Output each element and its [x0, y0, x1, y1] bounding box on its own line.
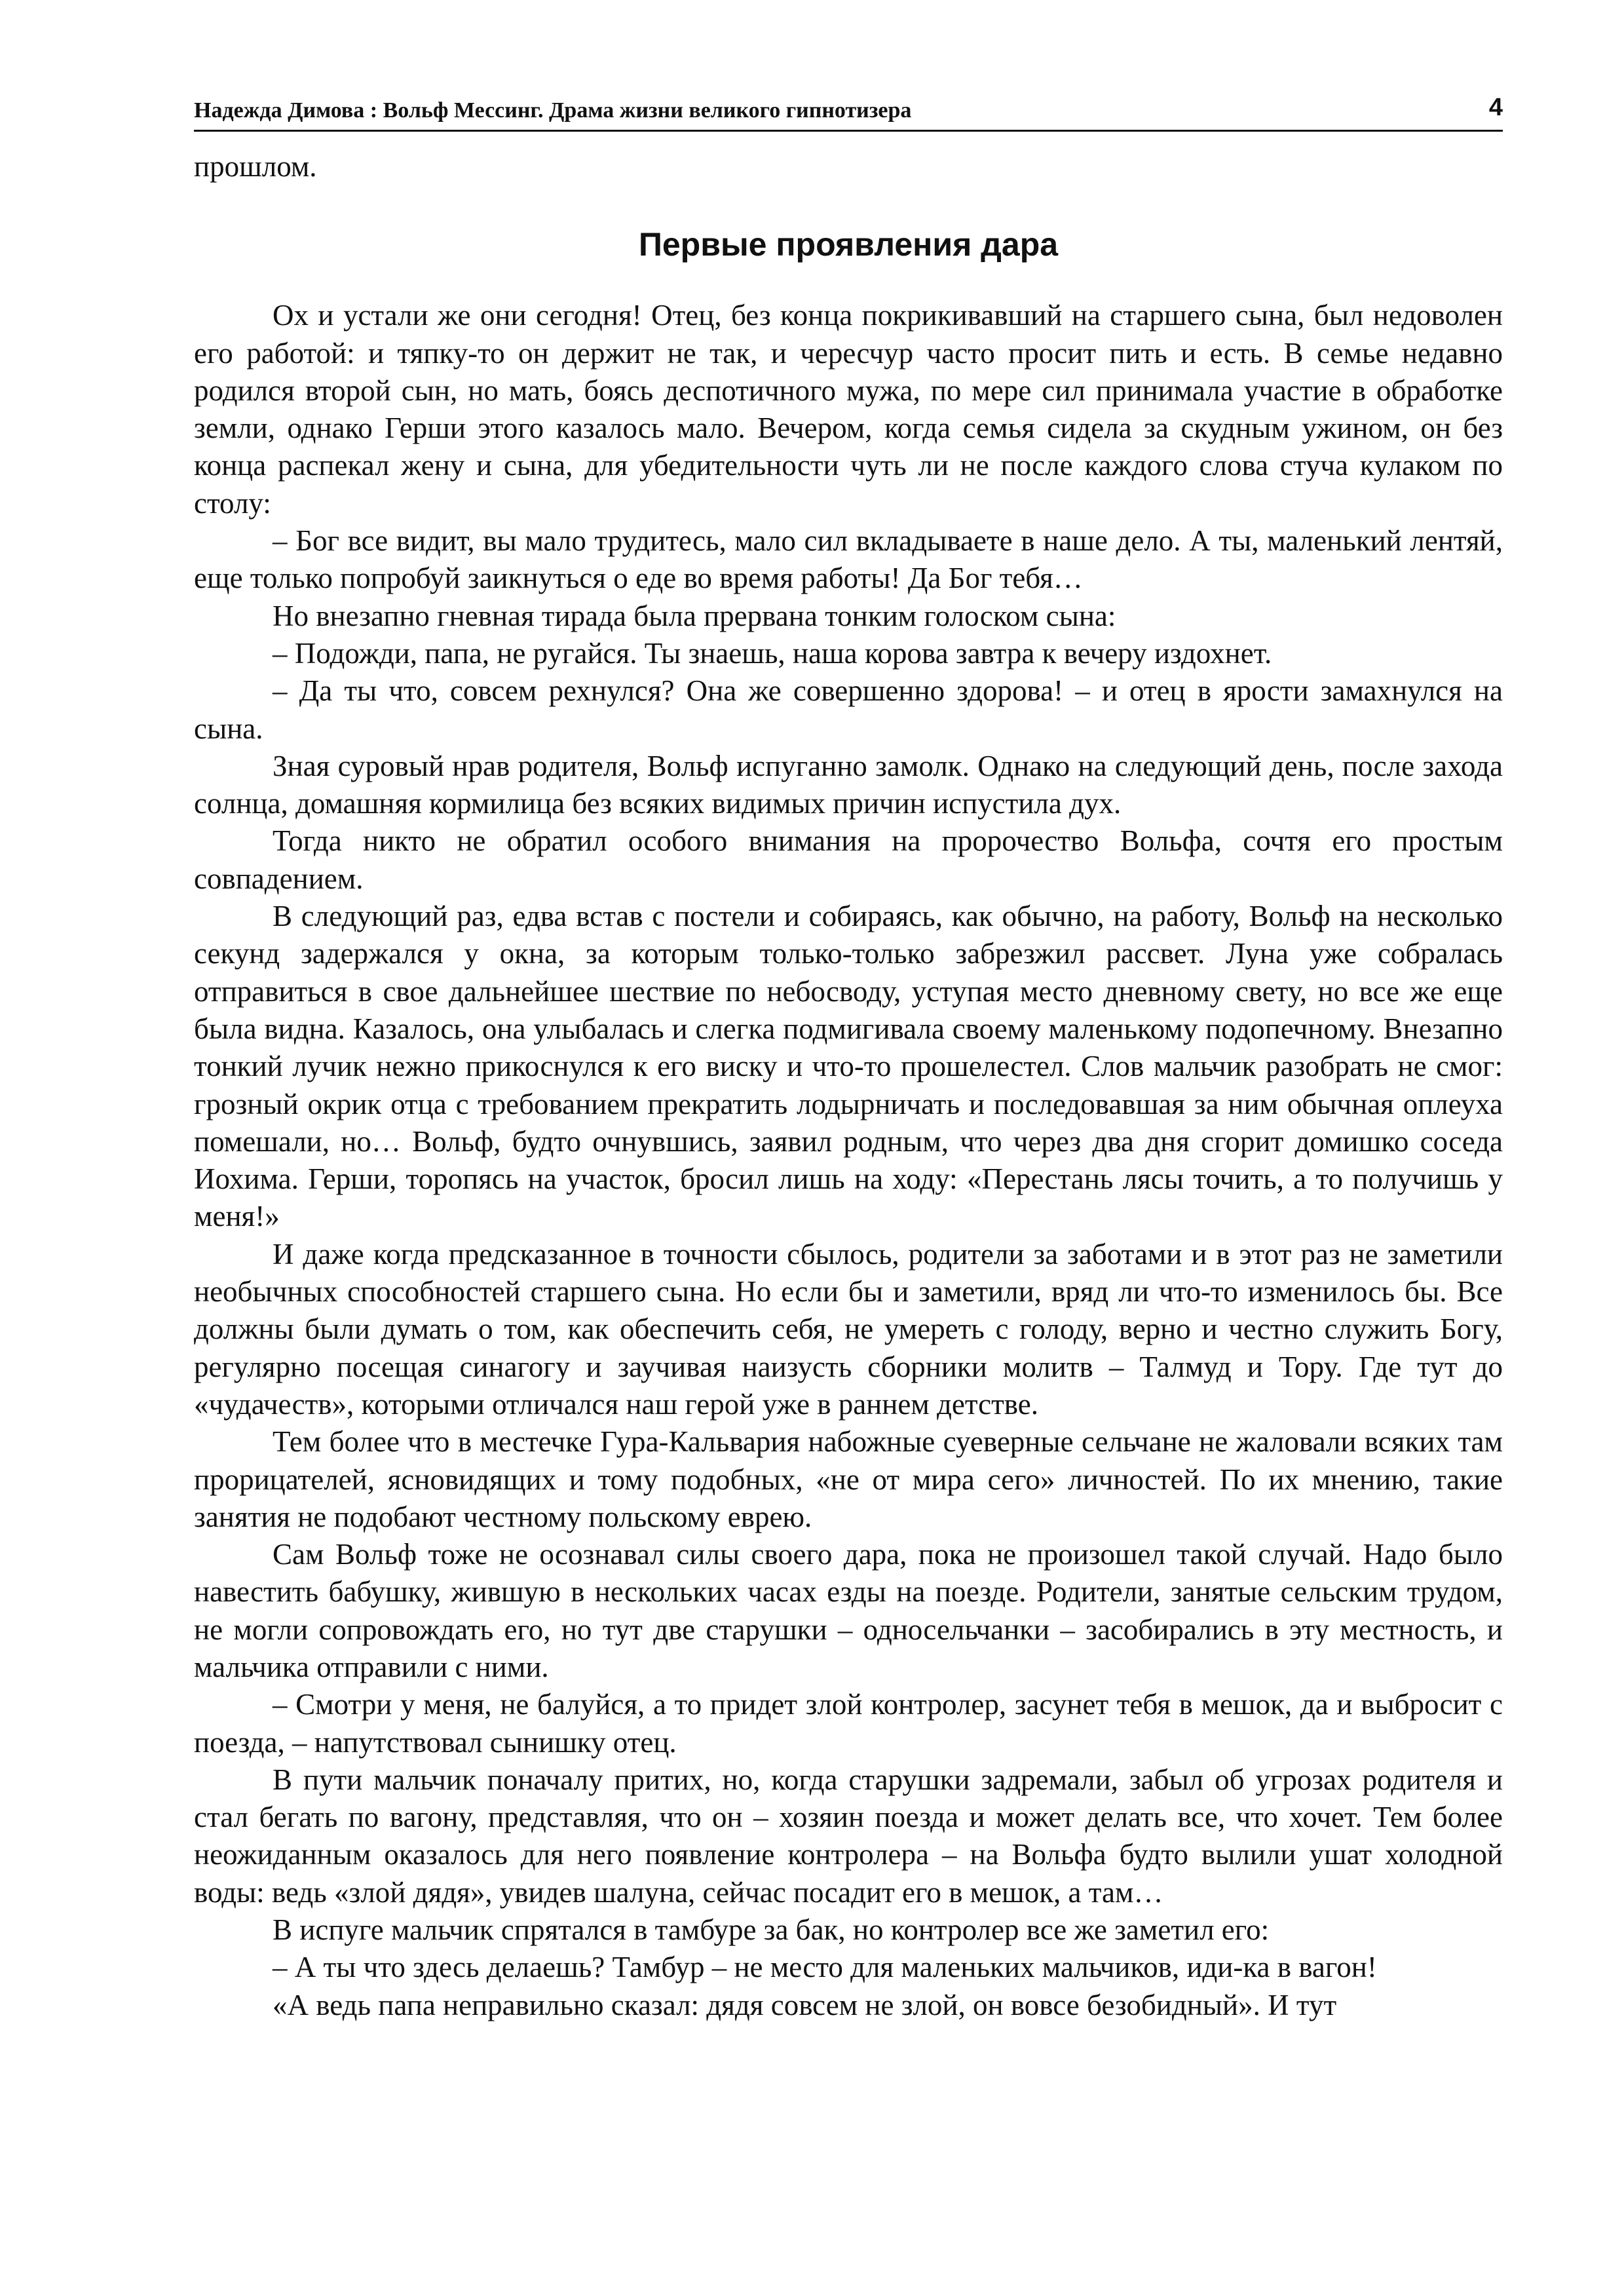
paragraph: Сам Вольф тоже не осознавал силы своего дара, пока не произошел такой случай. Надо было навестить бабушку, жившую в нескольких часах езды на поезде. Родители, занятые сельским трудом, не могли сопровождать его, но тут две старушки – односельчанки – засобирались в эту местность, и мальчика отправили с ними. — [194, 1538, 1503, 1683]
paragraph: Ох и устали же они сегодня! Отец, без конца покрикивавший на старшего сына, был недоволен его работой: и тяпку-то он держит не так, и чересчур часто просит пить и есть. В семье недавно родился второй сын, но мать, боясь деспотичного мужа, по мере сил принимала участие в обработке земли, однако Герши этого казалось мало. Вечером, когда семья сидела за скудным ужином, он без конца распекал жену и сына, для убедительности чуть ли не после каждого слова стуча кулаком по столу: — [194, 299, 1503, 520]
paragraph: – Смотри у меня, не балуйся, а то придет злой контролер, засунет тебя в мешок, да и выбросит с поезда, – напутствовал сынишку отец. — [194, 1688, 1503, 1759]
paragraph: Но внезапно гневная тирада была прервана тонким голоском сына: — [273, 599, 1116, 632]
section-title: Первые проявления дара — [638, 226, 1059, 263]
paragraph: И даже когда предсказанное в точности сбылось, родители за заботами и в этот раз не заметили необычных способностей старшего сына. Но если бы и заметили, вряд ли что-то изменилось бы. Все должны были думать о том, как обеспечить себя, не умереть с голоду, верно и честно служить Богу, регулярно посещая синагогу и заучивая наизусть сборники молитв – Талмуд и Тору. Где тут до «чудачеств», которыми отличался наш герой уже в раннем детстве. — [194, 1237, 1503, 1421]
paragraph: Тем более что в местечке Гура-Кальвария набожные суеверные сельчане не жаловали всяких там прорицателей, ясновидящих и тому подобных, «не от мира сего» личностей. По их мнению, такие занятия не подобают честному польскому еврею. — [194, 1425, 1503, 1533]
continuation-line: прошлом. — [194, 150, 317, 183]
paragraph: В испуге мальчик спрятался в тамбуре за бак, но контролер все же заметил его: — [273, 1913, 1270, 1947]
paragraph: – Бог все видит, вы мало трудитесь, мало сил вкладываете в наше дело. А ты, маленький лентяй, еще только попробуй заикнуться о еде во время работы! Да Бог тебя… — [194, 524, 1503, 595]
paragraph: «А ведь папа неправильно сказал: дядя совсем не злой, он вовсе безобидный». И тут — [273, 1988, 1337, 2021]
running-header — [194, 84, 1503, 132]
document-body — [194, 148, 1503, 2024]
paragraph: Тогда никто не обратил особого внимания на пророчество Вольфа, сочтя его простым совпадением. — [194, 824, 1503, 895]
paragraph: – Подожди, папа, не ругайся. Ты знаешь, наша корова завтра к вечеру издохнет. — [273, 636, 1272, 670]
header-title: Надежда Димова : Вольф Мессинг. Драма жизни великого гипнотизера — [194, 98, 912, 123]
paragraph: В следующий раз, едва встав с постели и собираясь, как обычно, на работу, Вольф на несколько секунд задержался у окна, за которым только-только забрезжил рассвет. Луна уже собралась отправиться в свое дальнейшее шествие по небосводу, уступая место дневному свету, но все же еще была видна. Казалось, она улыбалась и слегка подмигивала своему маленькому подопечному. Внезапно тонкий лучик нежно прикоснулся к его виску и что-то прошелестел. Слов мальчик разобрать не смог: грозный окрик отца с требованием прекратить лодырничать и последовавшая за ним обычная оплеуха помешали, но… Вольф, будто очнувшись, заявил родным, что через два дня сгорит домишко соседа Иохима. Герши, торопясь на участок, бросил лишь на ходу: «Перестань лясы точить, а то получишь у меня!» — [194, 900, 1503, 1233]
page-number: 4 — [1488, 94, 1503, 121]
paragraph: Зная суровый нрав родителя, Вольф испуганно замолк. Однако на следующий день, после захода солнца, домашняя кормилица без всяких видимых причин испустила дух. — [194, 749, 1503, 820]
paragraph: В пути мальчик поначалу притих, но, когда старушки задремали, забыл об угрозах родителя и стал бегать по вагону, представляя, что он – хозяин поезда и может делать все, что хочет. Тем более неожиданным оказалось для него появление контролера – на Вольфа будто вылили ушат холодной воды: ведь «злой дядя», увидев шалуна, сейчас посадит его в мешок, а там… — [194, 1763, 1503, 1909]
paragraph: – Да ты что, совсем рехнулся? Она же совершенно здорова! – и отец в ярости замахнулся на сына. — [194, 674, 1503, 745]
paragraph: – А ты что здесь делаешь? Тамбур – не место для маленьких мальчиков, иди-ка в вагон! — [273, 1951, 1377, 1984]
